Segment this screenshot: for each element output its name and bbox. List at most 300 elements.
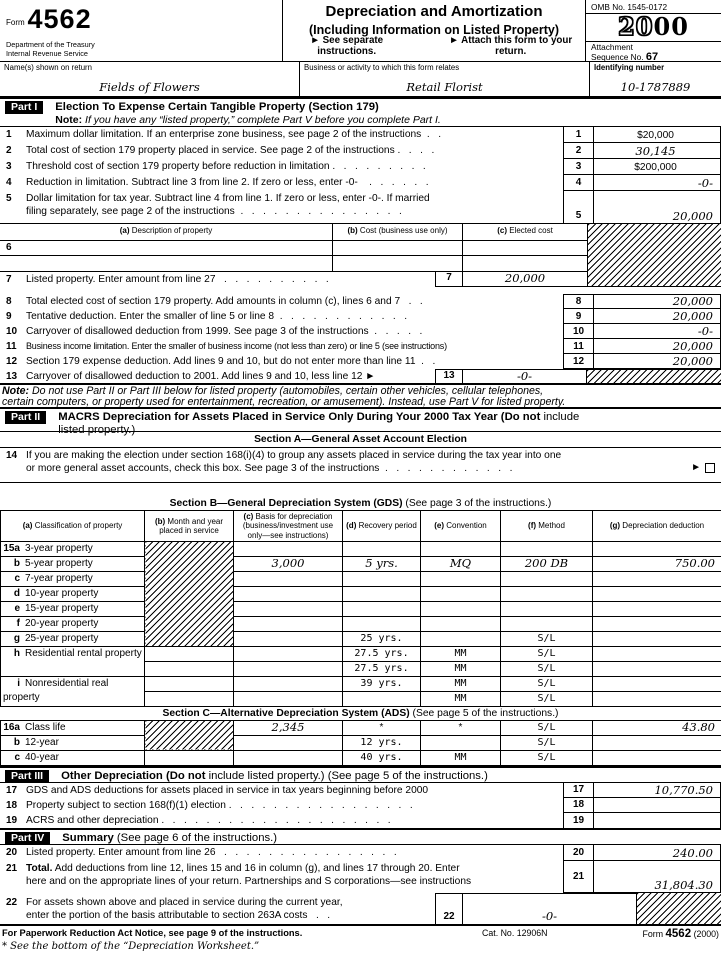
line-22-amount: -0- bbox=[541, 908, 558, 923]
convention-15f[interactable] bbox=[421, 616, 501, 631]
label-15b: b 5-year property bbox=[1, 556, 145, 571]
line-20-label: Listed property. Enter amount from line 26 . . . . . . . . . . . . . . . . bbox=[26, 846, 397, 858]
line-1 bbox=[0, 127, 721, 143]
asterisk-footnote: * See the bottom of the “Depreciation Worksheet.” bbox=[2, 940, 260, 952]
recovery-16a: * bbox=[343, 720, 421, 735]
line-17-box: 17 bbox=[563, 783, 594, 798]
sequence-number: 67 bbox=[645, 50, 659, 63]
line-11 bbox=[0, 339, 721, 354]
department-lines bbox=[6, 41, 95, 58]
line-4-value[interactable] bbox=[594, 175, 721, 191]
label-16c: c 40-year bbox=[1, 750, 145, 765]
line-7-amount: 20,000 bbox=[504, 271, 546, 285]
line-11-value[interactable] bbox=[594, 339, 721, 354]
part4-label: Part IV bbox=[5, 832, 50, 845]
recovery-15i-2[interactable] bbox=[343, 691, 421, 706]
line-20-number: 20 bbox=[6, 846, 18, 858]
line-11-number: 11 bbox=[6, 341, 17, 352]
elected-cost-cell-1[interactable] bbox=[463, 241, 588, 256]
recovery-15a[interactable] bbox=[343, 541, 421, 556]
deduction-16a[interactable]: 43.80 bbox=[593, 720, 721, 735]
line-11-box: 11 bbox=[563, 339, 594, 354]
month-15h-1[interactable] bbox=[145, 646, 234, 661]
col-b-key: (b) bbox=[347, 226, 358, 235]
convention-16a: * bbox=[421, 720, 501, 735]
convention-16b[interactable] bbox=[421, 735, 501, 750]
part2-title-line2: listed property.) bbox=[58, 423, 136, 436]
omb-block bbox=[585, 0, 721, 61]
part2-bar bbox=[0, 407, 721, 436]
hatch-area-line13 bbox=[587, 369, 721, 383]
convention-15h-2: MM bbox=[421, 661, 501, 676]
convention-15e[interactable] bbox=[421, 601, 501, 616]
line-18-value[interactable] bbox=[594, 798, 721, 813]
line-17-amount: 10,770.50 bbox=[654, 782, 713, 797]
basis-15f[interactable] bbox=[234, 616, 343, 631]
line-13-value[interactable] bbox=[463, 369, 587, 383]
label-15e: e 15-year property bbox=[1, 601, 145, 616]
line-2-amount: 30,145 bbox=[635, 144, 676, 158]
section-c-bold: Section C—Alternative Depreciation System (ADS) bbox=[162, 707, 410, 719]
deduction-15e[interactable] bbox=[593, 601, 721, 616]
row-15i-1 bbox=[1, 676, 721, 691]
basis-15d[interactable] bbox=[234, 586, 343, 601]
line-21-box: 21 bbox=[563, 861, 594, 893]
line-8-value[interactable] bbox=[594, 294, 721, 309]
method-16c: S/L bbox=[501, 750, 593, 765]
part4-title bbox=[62, 832, 277, 845]
form-number-block bbox=[0, 0, 283, 61]
line-21-number: 21 bbox=[6, 862, 18, 874]
method-15c[interactable] bbox=[501, 571, 593, 586]
line-14-row2 bbox=[0, 461, 721, 474]
cost-cell-1[interactable] bbox=[333, 241, 463, 256]
line-11-amount: 20,000 bbox=[672, 339, 713, 353]
line-3-label: Threshold cost of section 179 property before reduction in limitation . . . . . . . . . bbox=[26, 161, 426, 172]
label-15i: i Nonresidential real property bbox=[1, 676, 145, 706]
convention-15g[interactable] bbox=[421, 631, 501, 646]
instructions-line bbox=[283, 35, 585, 57]
omb-number: OMB No. 1545-0172 bbox=[586, 0, 721, 14]
business-field[interactable]: Retail Florist bbox=[406, 80, 483, 94]
line-4 bbox=[0, 175, 721, 191]
election-checkbox[interactable] bbox=[705, 463, 715, 473]
line-12-value[interactable] bbox=[594, 354, 721, 369]
line-2-number: 2 bbox=[6, 145, 12, 156]
page-subtitle: (Including Information on Listed Property) bbox=[309, 23, 559, 37]
recovery-15i-1: 39 yrs. bbox=[343, 676, 421, 691]
recovery-15g: 25 yrs. bbox=[343, 631, 421, 646]
line-10-amount: -0- bbox=[697, 324, 713, 338]
convention-15h-1: MM bbox=[421, 646, 501, 661]
deduction-15i-2[interactable] bbox=[593, 691, 721, 706]
label-15a: 15a 3-year property bbox=[1, 541, 145, 556]
recovery-15b[interactable]: 5 yrs. bbox=[343, 556, 421, 571]
row-15a bbox=[1, 541, 721, 556]
col-classification: (a) Classification of property bbox=[1, 511, 145, 542]
row-16b bbox=[1, 735, 721, 750]
line-19-value[interactable] bbox=[594, 813, 721, 828]
section-a-header: Section A—General Asset Account Election bbox=[0, 432, 721, 448]
method-15e[interactable] bbox=[501, 601, 593, 616]
line-5-box: 5 bbox=[563, 191, 594, 223]
method-15a[interactable] bbox=[501, 541, 593, 556]
form-number: 4562 bbox=[27, 4, 92, 34]
recovery-15d[interactable] bbox=[343, 586, 421, 601]
id-field[interactable]: 10-1787889 bbox=[620, 80, 691, 94]
method-15i-2: S/L bbox=[501, 691, 593, 706]
row-15h-1 bbox=[1, 646, 721, 661]
part4-title-bold: Summary bbox=[62, 831, 114, 844]
section-b-normal: (See page 3 of the instructions.) bbox=[402, 498, 552, 509]
line-12-box: 12 bbox=[563, 354, 594, 369]
line-20-value[interactable] bbox=[594, 845, 721, 861]
line-14-number: 14 bbox=[6, 450, 18, 461]
line-20-amount: 240.00 bbox=[672, 845, 713, 860]
line-22-number: 22 bbox=[6, 896, 18, 908]
line-5 bbox=[0, 191, 721, 223]
line-17-value[interactable] bbox=[594, 783, 721, 798]
line-14 bbox=[0, 448, 721, 483]
warning-note-bold: Note: bbox=[2, 385, 30, 397]
part4-bar bbox=[0, 828, 721, 845]
line-20-box: 20 bbox=[563, 845, 594, 861]
col-c-header bbox=[463, 224, 588, 241]
label-16b: b 12-year bbox=[1, 735, 145, 750]
attachment-sequence bbox=[586, 42, 721, 62]
line-10-box: 10 bbox=[563, 324, 594, 339]
basis-15h-2[interactable] bbox=[234, 661, 343, 676]
tax-year bbox=[618, 12, 689, 41]
part3-lines bbox=[0, 783, 721, 828]
basis-16a[interactable]: 2,345 bbox=[234, 720, 343, 735]
paperwork-notice: For Paperwork Reduction Act Notice, see page 9 of the instructions. bbox=[2, 927, 303, 938]
label-15f: f 20-year property bbox=[1, 616, 145, 631]
line-8-number: 8 bbox=[6, 296, 12, 307]
name-cell bbox=[0, 62, 300, 96]
catalog-number: Cat. No. 12906N bbox=[482, 927, 548, 938]
convention-15i-1: MM bbox=[421, 676, 501, 691]
part3-title bbox=[61, 770, 488, 783]
ads-depreciation-table bbox=[0, 720, 721, 766]
recovery-16b: 12 yrs. bbox=[343, 735, 421, 750]
line-5-value[interactable] bbox=[594, 191, 721, 223]
part1-note-text: If you have any “listed property,” complete Part V before you complete Part I. bbox=[82, 113, 441, 126]
recovery-15c[interactable] bbox=[343, 571, 421, 586]
deduction-16c[interactable] bbox=[593, 750, 721, 765]
line-9-box: 9 bbox=[563, 309, 594, 324]
part2-titles bbox=[58, 411, 579, 436]
line-4-box: 4 bbox=[563, 175, 594, 191]
line-18 bbox=[0, 798, 721, 813]
line-5-label-1: Dollar limitation for tax year. Subtract line 4 from line 1. If zero or less, enter -0-. If married bbox=[26, 193, 430, 204]
row-15c bbox=[1, 571, 721, 586]
section-c-normal: (See page 5 of the instructions.) bbox=[409, 707, 559, 719]
line-6-table bbox=[0, 223, 721, 294]
basis-15e[interactable] bbox=[234, 601, 343, 616]
line-9-label: Tentative deduction. Enter the smaller of line 5 or line 8 . . . . . . . . . . . . bbox=[26, 311, 408, 322]
method-15f[interactable] bbox=[501, 616, 593, 631]
col-convention: (e) Convention bbox=[421, 511, 501, 542]
deduction-15i-1[interactable] bbox=[593, 676, 721, 691]
line-22-row1 bbox=[0, 893, 435, 908]
hatch-area-line22 bbox=[637, 893, 721, 924]
basis-15c[interactable] bbox=[234, 571, 343, 586]
line-13-amount: -0- bbox=[516, 369, 533, 383]
line-8-box: 8 bbox=[563, 294, 594, 309]
basis-15h-1[interactable] bbox=[234, 646, 343, 661]
recovery-15f[interactable] bbox=[343, 616, 421, 631]
line-3 bbox=[0, 159, 721, 175]
sequence-line bbox=[591, 50, 721, 63]
label-15g: g 25-year property bbox=[1, 631, 145, 646]
part3-bar bbox=[0, 766, 721, 783]
basis-16b[interactable] bbox=[234, 735, 343, 750]
part2-title-normal: include bbox=[540, 411, 580, 423]
form-title-block bbox=[283, 0, 585, 61]
sequence-word: Sequence No. bbox=[591, 51, 644, 62]
line-4-amount: -0- bbox=[697, 176, 713, 190]
part1-lines-1-5 bbox=[0, 127, 721, 223]
line-3-amount: $200,000 bbox=[634, 162, 677, 173]
line-4-number: 4 bbox=[6, 177, 12, 188]
row-15e bbox=[1, 601, 721, 616]
part2-label: Part II bbox=[5, 411, 46, 424]
part2-title-bold: MACRS Depreciation for Assets Placed in Service Only During Your 2000 Tax Year (Do not bbox=[58, 411, 541, 423]
recovery-15h-2: 27.5 yrs. bbox=[343, 661, 421, 676]
part3-title-bold: Other Depreciation (Do not bbox=[61, 769, 206, 782]
line-3-box: 3 bbox=[563, 159, 594, 175]
page-title: Depreciation and Amortization bbox=[325, 3, 543, 20]
part3-title-normal: include listed property.) (See page 5 of the instructions.) bbox=[205, 769, 488, 782]
gds-depreciation-table bbox=[0, 510, 721, 707]
line-9-value[interactable] bbox=[594, 309, 721, 324]
line-21-amount: 31,804.30 bbox=[654, 877, 713, 892]
footer-form-year: (2000) bbox=[693, 928, 719, 939]
row-15b bbox=[1, 556, 721, 571]
attachment-word: Attachment bbox=[591, 42, 633, 52]
convention-15b[interactable]: MQ bbox=[421, 556, 501, 571]
form-header bbox=[0, 0, 721, 62]
line-7-left bbox=[0, 272, 435, 287]
line-2-box: 2 bbox=[563, 143, 594, 159]
col-basis: (c) Basis for depreciation (business/investment use only—see instructions) bbox=[234, 511, 343, 542]
line-20 bbox=[0, 845, 721, 861]
line-5-label-2: filing separately, see page 2 of the instructions . . . . . . . . . . . . . . . bbox=[26, 206, 402, 217]
row-15d bbox=[1, 586, 721, 601]
line-17 bbox=[0, 783, 721, 798]
line-21-label-2: here and on the appropriate lines of your return. Partnerships and S corporations—see instructions bbox=[26, 875, 472, 887]
line-18-label: Property subject to section 168(f)(1) election . . . . . . . . . . . . . . . . . bbox=[26, 799, 413, 811]
basis-15a[interactable] bbox=[234, 541, 343, 556]
line-2 bbox=[0, 143, 721, 159]
convention-15i-2: MM bbox=[421, 691, 501, 706]
footer-form-number: 4562 bbox=[665, 927, 692, 940]
line-22-label-2: enter the portion of the basis attributable to section 263A costs . . bbox=[26, 909, 331, 921]
line-18-box: 18 bbox=[563, 798, 594, 813]
recovery-15h-1: 27.5 yrs. bbox=[343, 646, 421, 661]
convention-15d[interactable] bbox=[421, 586, 501, 601]
line-9 bbox=[0, 309, 721, 324]
line-21-text1: Add deductions from line 12, lines 15 and 16 in column (g), and lines 17 through 20. Enter bbox=[52, 862, 460, 874]
line-22-value[interactable] bbox=[463, 893, 637, 924]
line-5-number: 5 bbox=[6, 193, 12, 204]
line-2-value[interactable] bbox=[594, 143, 721, 159]
row-16c bbox=[1, 750, 721, 765]
col-b-header bbox=[333, 224, 463, 241]
method-15i-1: S/L bbox=[501, 676, 593, 691]
basis-15i-2[interactable] bbox=[234, 691, 343, 706]
part1-note-bold: Note: bbox=[55, 113, 83, 126]
line-17-number: 17 bbox=[6, 784, 18, 796]
hatch-area-line6 bbox=[588, 224, 721, 287]
month-16c[interactable] bbox=[145, 750, 234, 765]
label-16a: 16a Class life bbox=[1, 720, 145, 735]
line-17-label: GDS and ADS deductions for assets placed in service in tax years beginning before 2000 bbox=[26, 784, 429, 796]
elected-cost-cell-2[interactable] bbox=[463, 256, 588, 272]
recovery-16c: 40 yrs. bbox=[343, 750, 421, 765]
row-15g bbox=[1, 631, 721, 646]
method-16a: S/L bbox=[501, 720, 593, 735]
recovery-15e[interactable] bbox=[343, 601, 421, 616]
section-c-header bbox=[0, 707, 721, 720]
tax-year-solid: 00 bbox=[653, 12, 689, 41]
form-word: Form bbox=[6, 18, 25, 27]
deduction-16b[interactable] bbox=[593, 735, 721, 750]
line-8-label: Total elected cost of section 179 property. Add amounts in column (c), lines 6 and 7 . . bbox=[26, 296, 423, 307]
line-13-number: 13 bbox=[6, 371, 18, 382]
line-21 bbox=[0, 861, 721, 893]
line-19-number: 19 bbox=[6, 814, 18, 826]
method-15g: S/L bbox=[501, 631, 593, 646]
col-deduction: (g) Depreciation deduction bbox=[593, 511, 721, 542]
arrow-icon: ► bbox=[691, 462, 701, 473]
deduction-15f[interactable] bbox=[593, 616, 721, 631]
line-22-left bbox=[0, 893, 435, 924]
line-4-label: Reduction in limitation. Subtract line 3 from line 2. If zero or less, enter -0- . . . . . . bbox=[26, 177, 429, 188]
convention-16c: MM bbox=[421, 750, 501, 765]
method-15b[interactable]: 200 DB bbox=[501, 556, 593, 571]
deduction-15d[interactable] bbox=[593, 586, 721, 601]
basis-15i-1[interactable] bbox=[234, 676, 343, 691]
section-b-title bbox=[170, 498, 552, 509]
row-16a bbox=[1, 720, 721, 735]
part1-bar bbox=[0, 97, 721, 127]
deduction-15g[interactable] bbox=[593, 631, 721, 646]
line-1-label: Maximum dollar limitation. If an enterprise zone business, see page 2 of the instructions . . bbox=[26, 129, 442, 140]
attach-to-return: ► Attach this form to your return. bbox=[449, 35, 573, 57]
line-8-amount: 20,000 bbox=[672, 294, 713, 308]
line-2-label: Total cost of section 179 property placed in service. See page 2 of the instructions . . . . bbox=[26, 145, 435, 156]
col-month-year: (b) Month and year placed in service bbox=[145, 511, 234, 542]
description-cell-1[interactable] bbox=[0, 241, 333, 256]
col-b-title: Cost (business use only) bbox=[357, 226, 448, 235]
line-21-label-1 bbox=[26, 861, 563, 874]
line-7-value[interactable] bbox=[463, 272, 588, 287]
line-22 bbox=[0, 893, 721, 926]
line-19-label: ACRS and other depreciation . . . . . . . . . . . . . . . . . . . . . bbox=[26, 814, 391, 826]
line-13-label: Carryover of disallowed deduction to 2001. Add lines 9 and 10, less line 12 ► bbox=[26, 371, 376, 382]
line-6-number: 6 bbox=[6, 242, 12, 253]
line-13 bbox=[0, 369, 721, 385]
col-c-title: Elected cost bbox=[506, 226, 553, 235]
part4-title-normal: (See page 6 of the instructions.) bbox=[113, 831, 278, 844]
col-recovery: (d) Recovery period bbox=[343, 511, 421, 542]
part1-titles bbox=[55, 101, 441, 126]
part1-note bbox=[55, 114, 441, 127]
name-field[interactable]: Fields of Flowers bbox=[99, 80, 200, 94]
part1-label: Part I bbox=[5, 101, 43, 114]
part1-lines-8-12 bbox=[0, 294, 721, 369]
line-1-box: 1 bbox=[563, 127, 594, 143]
hatch-month-year-16 bbox=[145, 720, 234, 750]
part3-label: Part III bbox=[5, 770, 49, 783]
line-8 bbox=[0, 294, 721, 309]
line-21-bold: Total. bbox=[26, 862, 53, 874]
section-b-header bbox=[0, 483, 721, 510]
month-15i-1[interactable] bbox=[145, 676, 234, 691]
dept-line1: Department of the Treasury bbox=[6, 40, 95, 49]
line-1-value bbox=[594, 127, 721, 143]
line-12-label: Section 179 expense deduction. Add lines 9 and 10, but do not enter more than line 11 . . bbox=[26, 356, 436, 367]
deduction-15a[interactable] bbox=[593, 541, 721, 556]
line-12-amount: 20,000 bbox=[672, 354, 713, 368]
line-10-label: Carryover of disallowed deduction from 1999. See page 3 of the instructions . . . . . bbox=[26, 326, 423, 337]
basis-15b[interactable]: 3,000 bbox=[234, 556, 343, 571]
label-15d: d 10-year property bbox=[1, 586, 145, 601]
convention-15a[interactable] bbox=[421, 541, 501, 556]
deduction-15h-2[interactable] bbox=[593, 661, 721, 676]
line-22-label-1: For assets shown above and placed in service during the current year, bbox=[26, 896, 343, 908]
tax-year-box bbox=[586, 14, 721, 42]
line-18-number: 18 bbox=[6, 799, 18, 811]
line-10-value[interactable] bbox=[594, 324, 721, 339]
convention-15c[interactable] bbox=[421, 571, 501, 586]
section-b-bold: Section B—General Depreciation System (GDS) bbox=[169, 498, 403, 509]
line-11-label: Business income limitation. Enter the smaller of business income (not less than zero) or line 5 (see instructions) bbox=[26, 341, 447, 351]
line-21-value[interactable] bbox=[594, 861, 721, 893]
col-a-key: (a) bbox=[119, 226, 130, 235]
basis-16c[interactable] bbox=[234, 750, 343, 765]
basis-15g[interactable] bbox=[234, 631, 343, 646]
method-15d[interactable] bbox=[501, 586, 593, 601]
part1-title: Election To Expense Certain Tangible Property (Section 179) bbox=[55, 101, 379, 113]
part2-warning-note bbox=[0, 385, 721, 407]
cost-cell-2[interactable] bbox=[333, 256, 463, 272]
month-15h-2[interactable] bbox=[145, 661, 234, 676]
tax-year-outline: 20 bbox=[618, 12, 654, 41]
business-label: Business or activity to which this form relates bbox=[304, 63, 460, 72]
line-14-label-1: If you are making the election under section 168(i)(4) to group any assets placed in service during the tax year into one bbox=[26, 450, 562, 461]
deduction-15h-1[interactable] bbox=[593, 646, 721, 661]
description-cell-2[interactable] bbox=[0, 256, 333, 272]
deduction-15c[interactable] bbox=[593, 571, 721, 586]
month-15i-2[interactable] bbox=[145, 691, 234, 706]
line-1-amount: $20,000 bbox=[637, 130, 674, 141]
line-5-labels bbox=[26, 191, 563, 223]
line-9-amount: 20,000 bbox=[672, 309, 713, 323]
name-label: Name(s) shown on return bbox=[4, 63, 92, 72]
line-9-number: 9 bbox=[6, 311, 12, 322]
line-22-box: 22 bbox=[435, 893, 463, 924]
deduction-15b[interactable]: 750.00 bbox=[593, 556, 721, 571]
part2-title-line1 bbox=[58, 411, 579, 424]
line-10-number: 10 bbox=[6, 326, 18, 337]
line-12-number: 12 bbox=[6, 356, 18, 367]
line-7-number: 7 bbox=[6, 274, 12, 285]
identifying-number-cell bbox=[590, 62, 721, 96]
line-19-box: 19 bbox=[563, 813, 594, 828]
